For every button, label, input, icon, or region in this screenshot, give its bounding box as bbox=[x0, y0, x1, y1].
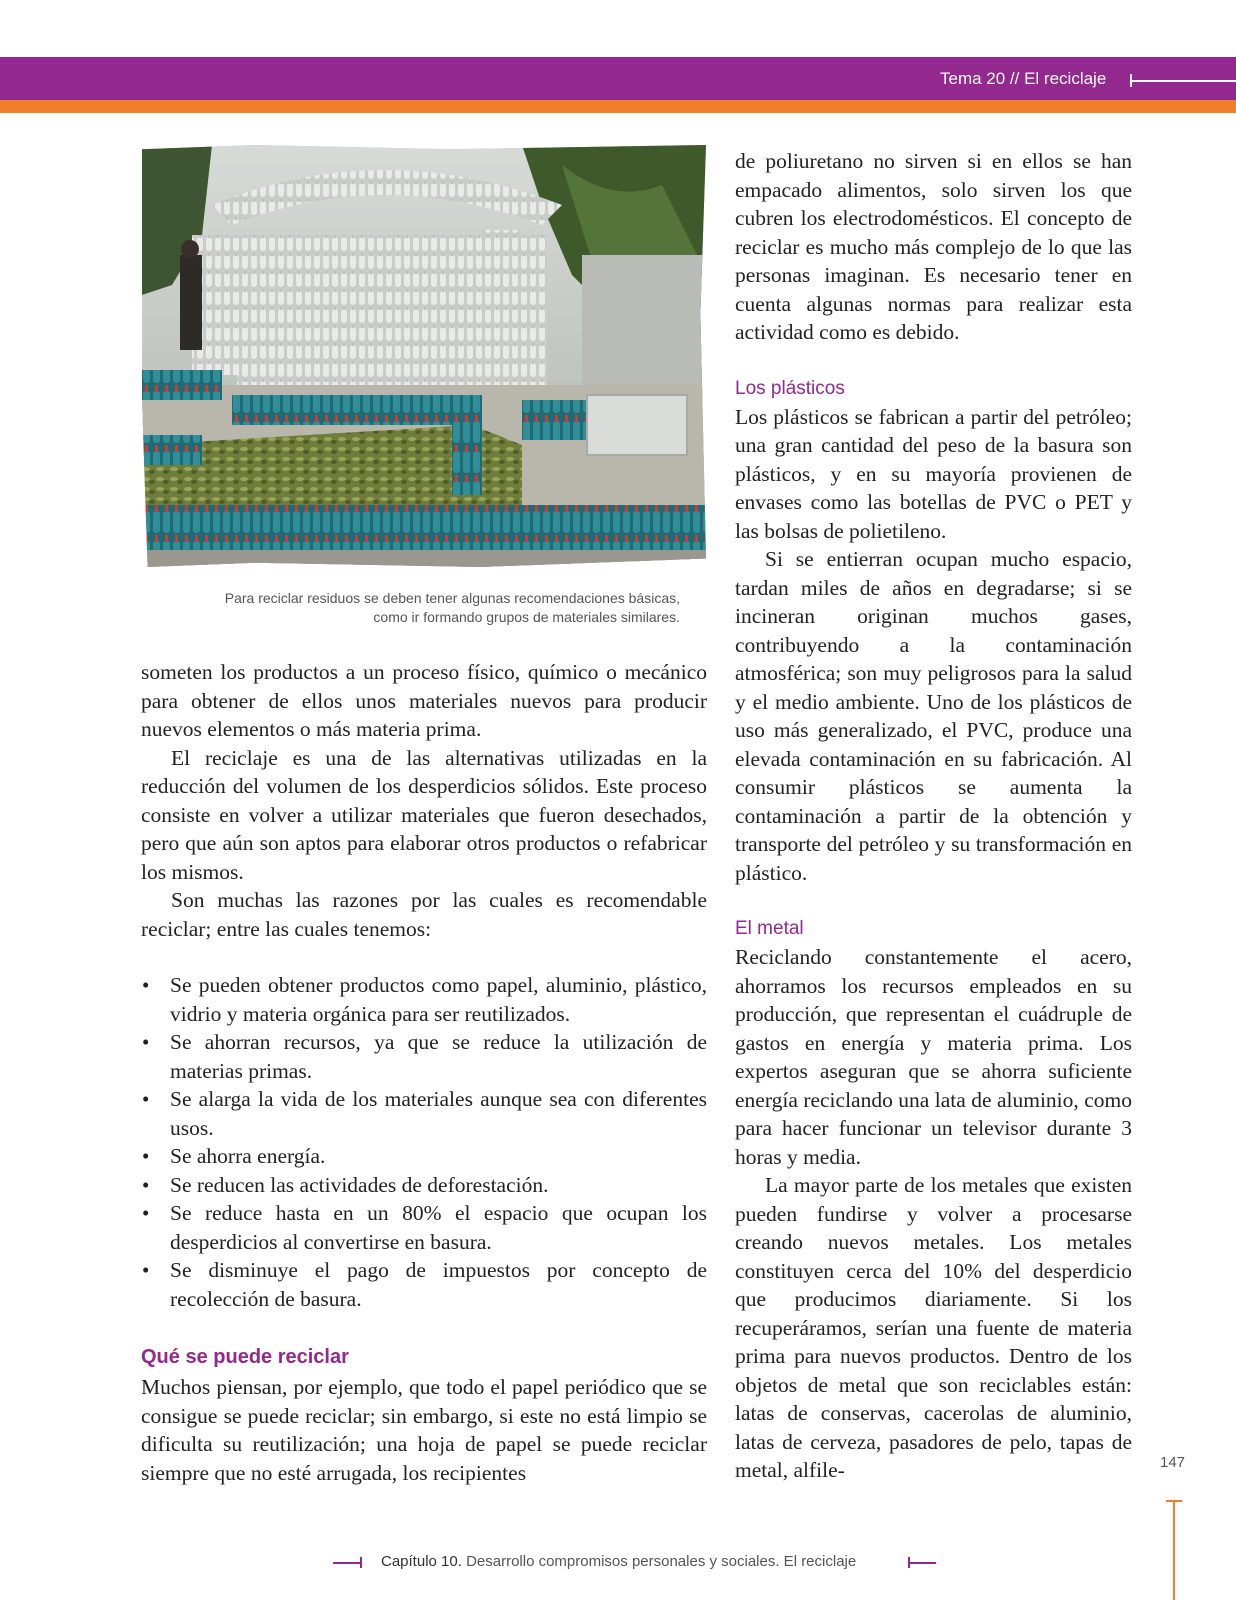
paragraph: Si se entierran ocupan mucho espacio, tardan miles de años en degradarse; si se incineran originan muchos gases, contribuyendo a la contaminación atmosférica; son muy peligrosos para la salud y el medio ambiente. Uno de los plásticos de uso más generalizado, el PVC, produce una elevada contaminación en su fabricación. Al consumir plásticos se aumenta la contaminación a partir de la obtención y transporte del petróleo y su transformación en plástico. bbox=[735, 547, 1132, 885]
header-rule bbox=[1130, 80, 1236, 82]
paragraph: Muchos piensan, por ejemplo, que todo el papel periódico que se consigue se puede reciclar; sin embargo, si este no está limpio se dificulta su reutilización; una hoja de papel se puede reciclar siempre que no esté arrugada, los recipientes bbox=[141, 1375, 707, 1485]
right-column bbox=[735, 147, 1132, 1485]
footer-chapter-label: Capítulo 10. bbox=[381, 1553, 462, 1570]
paragraph: La mayor parte de los metales que existen pueden fundirse y volver a procesarse creando nuevos metales. Los metales constituyen cerca del 10% del desperdicio que producimos diariamente. Si los recuperáramos, serían una fuente de materia prima para nuevos productos. Dentro de los objetos de metal que son reciclables están: latas de conservas, cacerolas de aluminio, latas de cerveza, pasadores de pelo, tapas de metal, alfile- bbox=[735, 1173, 1132, 1482]
paragraph: Son muchas las razones por las cuales es recomendable reciclar; entre las cuales tenemos: bbox=[141, 888, 707, 941]
caption-line-2: como ir formando grupos de materiales similares. bbox=[373, 609, 680, 625]
paragraph: Reciclando constantemente el acero, ahorramos los recursos empleados en su producción, que representan el cuádruple de gastos en energía y materia prima. Los expertos aseguran que se ahorra suficiente energía reciclando una lata de aluminio, como para hacer funcionar un televisor durante 3 horas y media. bbox=[735, 945, 1132, 1169]
paragraph: de poliuretano no sirven si en ellos se han empacado alimentos, solo sirven los que cubren los electrodomésticos. El concepto de reciclar es mucho más complejo de lo que las personas imaginan. Es necesario tener en cuenta algunas normas para realizar esta actividad como es debido. bbox=[735, 149, 1132, 344]
list-item: • Se ahorran recursos, ya que se reduce la utilización de materias primas. bbox=[141, 1028, 707, 1085]
footer-rule-right bbox=[908, 1562, 936, 1564]
footer-rule-left-tick bbox=[360, 1557, 362, 1568]
list-item: • Se reducen las actividades de deforestación. bbox=[141, 1171, 707, 1200]
footer-rule-left bbox=[333, 1562, 361, 1564]
subheading-plastics: Los plásticos bbox=[735, 377, 845, 399]
page-number: 147 bbox=[1160, 1454, 1186, 1471]
page-number-rule bbox=[1173, 1500, 1175, 1600]
subheading-metal: El metal bbox=[735, 918, 804, 939]
paragraph: someten los productos a un proceso físico, químico o mecánico para obtener de ellos unos materiales nuevos para producir nuevos elementos o más materia prima. bbox=[141, 660, 707, 741]
reasons-list bbox=[141, 971, 707, 1313]
header-orange-band bbox=[0, 100, 1236, 113]
paragraph: Los plásticos se fabrican a partir del petróleo; una gran cantidad del peso de la basura son plásticos, y en su mayoría provienen de envases como las botellas de PVC o PET y las bolsas de polietileno. bbox=[735, 404, 1132, 543]
list-item: • Se reduce hasta en un 80% el espacio que ocupan los desperdicios al convertirse en basura. bbox=[141, 1199, 707, 1256]
list-item: • Se pueden obtener productos como papel, aluminio, plástico, vidrio y materia orgánica para ser reutilizados. bbox=[141, 971, 707, 1028]
list-item: • Se disminuye el pago de impuestos por concepto de recolección de basura. bbox=[141, 1256, 707, 1313]
caption-line-1: Para reciclar residuos se deben tener algunas recomendaciones básicas, bbox=[224, 590, 680, 606]
page-number-rule-tick bbox=[1166, 1500, 1182, 1502]
list-item: • Se alarga la vida de los materiales aunque sea con diferentes usos. bbox=[141, 1085, 707, 1142]
header-rule-tick bbox=[1130, 74, 1132, 87]
section-heading: Qué se puede reciclar bbox=[141, 1346, 349, 1368]
paragraph: El reciclaje es una de las alternativas utilizadas en la reducción del volumen de los desperdicios sólidos. Este proceso consiste en volver a utilizar materiales que fueron desechados, pero que aún son aptos para elaborar otros productos o refabricar los mismos. bbox=[141, 745, 707, 884]
list-item: • Se ahorra energía. bbox=[141, 1142, 707, 1171]
recycled-bottle-structure-photo bbox=[142, 145, 706, 567]
figure-caption bbox=[142, 589, 680, 627]
footer-chapter-title: Desarrollo compromisos personales y sociales. El reciclaje bbox=[466, 1553, 857, 1570]
footer-text bbox=[381, 1550, 856, 1574]
left-column bbox=[141, 658, 707, 1487]
topic-label: Tema 20 // El reciclaje bbox=[940, 69, 1107, 88]
footer bbox=[333, 1550, 933, 1574]
